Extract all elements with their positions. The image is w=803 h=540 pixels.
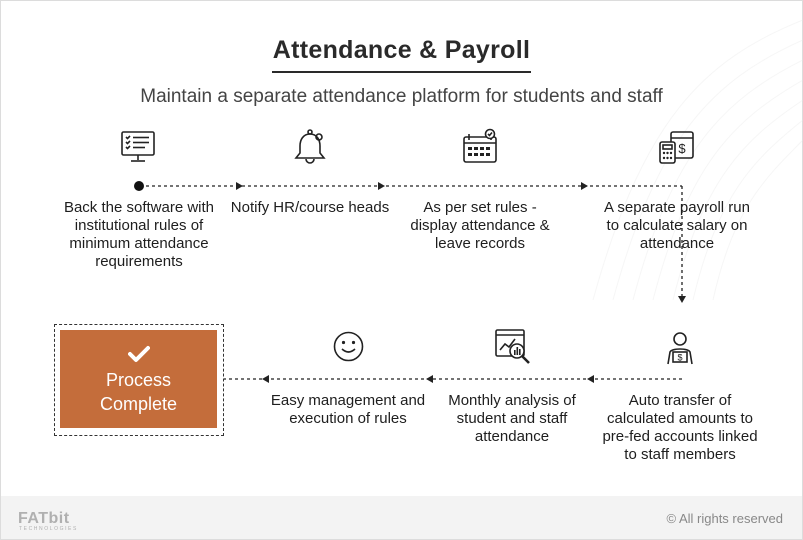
step-text-7: Easy management and execution of rules xyxy=(270,392,426,427)
process-complete-line2: Complete xyxy=(99,394,178,414)
analytics-magnifier-icon xyxy=(493,326,533,366)
svg-text:$: $ xyxy=(678,141,686,156)
step-text-4: A separate payroll run to calculate salary on attendance xyxy=(604,199,750,252)
step-text-1: Back the software with institutional rules of minimum attendance requirements xyxy=(63,199,215,270)
step-text-2: Notify HR/course heads xyxy=(230,199,390,216)
smiley-icon xyxy=(332,330,365,363)
page-subtitle: Maintain a separate attendance platform for students and staff xyxy=(140,86,663,107)
monitor-checklist-icon xyxy=(119,128,159,168)
person-money-icon xyxy=(660,328,700,368)
page-title: Attendance & Payroll xyxy=(272,36,531,64)
process-complete-line1: Process xyxy=(105,370,172,390)
step-text-6: Monthly analysis of student and staff attendance xyxy=(448,392,576,445)
process-complete-box xyxy=(60,330,217,428)
payroll-calculator-icon xyxy=(657,128,697,168)
svg-text:$: $ xyxy=(677,352,683,363)
copyright-text: © All rights reserved xyxy=(666,511,783,526)
checkmark-icon xyxy=(128,345,150,363)
title-underline xyxy=(272,71,531,73)
attendance-register-icon xyxy=(460,128,500,168)
step-text-5: Auto transfer of calculated amounts to pre-fed accounts linked to staff members xyxy=(602,392,758,463)
fatbit-logo xyxy=(18,508,138,532)
bell-icon xyxy=(290,128,330,168)
step-text-3: As per set rules - display attendance & leave records xyxy=(410,199,550,252)
svg-text:FATbit: FATbit xyxy=(18,510,70,527)
svg-text:TECHNOLOGIES: TECHNOLOGIES xyxy=(19,526,78,532)
